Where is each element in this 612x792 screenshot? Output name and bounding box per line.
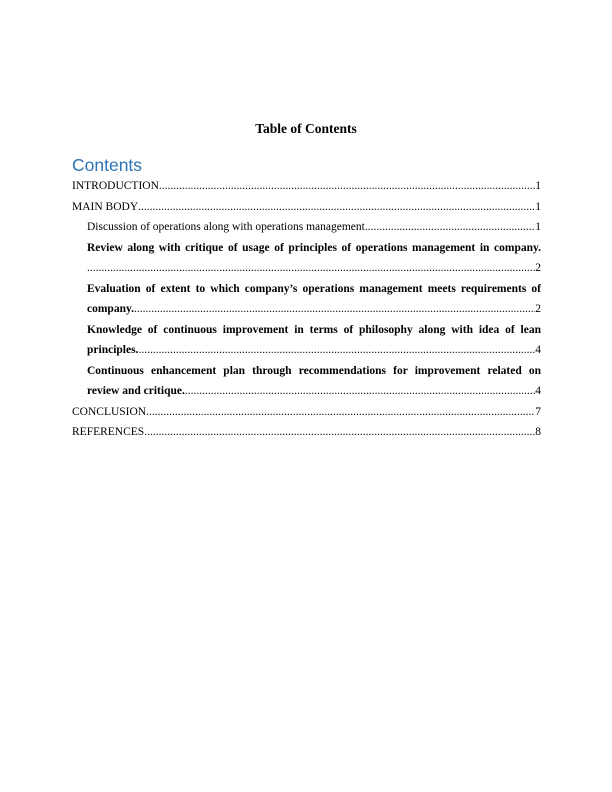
- dot-leader: [138, 197, 535, 218]
- dot-leader: [368, 217, 536, 238]
- page-title: Table of Contents: [255, 121, 357, 136]
- toc-entry-label: Knowledge of continuous improvement in terms of philosophy along with idea of lean: [87, 323, 541, 336]
- toc-page-number: 1: [535, 200, 541, 213]
- contents-heading: Contents: [72, 155, 143, 175]
- toc-entry-label: Discussion of operations along with operations management.: [87, 221, 368, 233]
- toc-entry-references[interactable]: [72, 422, 541, 443]
- toc-entry-label-cont: review and critique.: [87, 385, 185, 397]
- toc-entry-evaluation[interactable]: [87, 279, 541, 320]
- toc-entry-label-cont: principles.: [87, 344, 139, 356]
- toc-entry-label-cont: company.: [87, 303, 134, 315]
- toc-page-number: 7: [535, 405, 541, 418]
- dot-leader: [159, 176, 535, 197]
- dot-leader: [87, 258, 535, 279]
- toc-page-number: 2: [535, 303, 541, 315]
- toc-page-number: 8: [535, 426, 541, 438]
- table-of-contents: [72, 176, 541, 443]
- toc-entry-introduction[interactable]: [72, 176, 541, 197]
- toc-page-number: 1: [535, 221, 541, 233]
- toc-entry-enhancement-plan[interactable]: [87, 361, 541, 402]
- toc-page-number: 4: [535, 385, 541, 397]
- toc-entry-label: MAIN BODY: [72, 200, 139, 213]
- toc-page-number: 2: [535, 262, 541, 274]
- toc-page-number: 1: [535, 180, 541, 192]
- dot-leader: [134, 299, 535, 320]
- toc-entry-label: INTRODUCTION: [72, 180, 159, 192]
- toc-entry-main-body[interactable]: [72, 197, 541, 218]
- dot-leader: [185, 381, 535, 402]
- toc-entry-continuous-improvement[interactable]: [87, 320, 541, 361]
- dot-leader: [138, 340, 535, 361]
- dot-leader: [146, 402, 535, 423]
- toc-entry-label: Evaluation of extent to which company’s operations management meets requirements of: [87, 282, 541, 295]
- toc-entry-label: CONCLUSION: [72, 405, 147, 418]
- toc-entry-label: Review along with critique of usage of principles of operations management in company.: [87, 241, 541, 254]
- toc-entry-conclusion[interactable]: [72, 402, 541, 423]
- toc-page-number: 4: [535, 344, 541, 356]
- toc-entry-review-critique[interactable]: [87, 238, 541, 279]
- toc-entry-label: REFERENCES: [72, 426, 145, 438]
- toc-entry-label: Continuous enhancement plan through recommendations for improvement related on: [87, 364, 541, 377]
- toc-entry-discussion[interactable]: [87, 217, 541, 238]
- dot-leader: [144, 422, 535, 443]
